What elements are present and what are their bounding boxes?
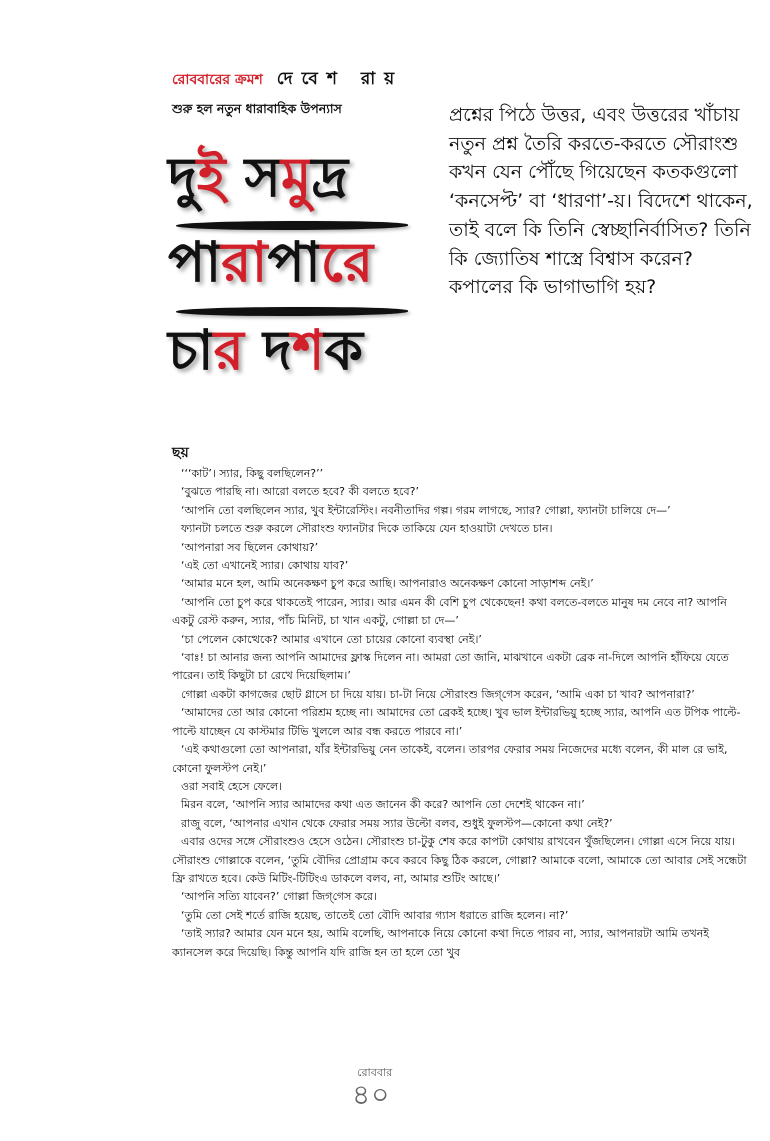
title-segment: দ [243, 318, 292, 382]
body-paragraph: ‘তাই স্যার? আমার যেন মনে হয়, আমি বলেছি, আপনাকে নিয়ে কোনো কথা দিতে পারব না, স্যার, আপনারটা আমি তখনই ক্যানসেল করে দিয়েছি। কিন্তু আপনি যদি রাজি হন তা হলে তো খুব [172, 927, 709, 959]
title-segment: শ [291, 318, 325, 382]
body-paragraph: ‘এই কথাগুলো তো আপনারা, যাঁর ইন্টারভিয়ু নেন তাকেই, বলেন। তারপর ফেরার সময় নিজেদের মধ্যে বলেন, কী মাল রে ভাই, কোনো ফুলস্টপ নেই।’ [172, 743, 728, 775]
title-segment: স [225, 145, 281, 209]
body-paragraph: এবার ওদের সঙ্গে সৌরাংশুও হেসে ওঠেন। সৌরাংশু চা-টুকু শেষ করে কাপটা কোথায় রাখবেন খুঁজছিলেন। গোল্লা এসে নিয়ে যায়। সৌরাংশু গোল্লাকে বলেন, ‘তুমি বৌদির প্রোগ্রাম কবে করবে কিছু ঠিক করলে, গোল্লা? আমাকে বলো, আমাকে তো আবার সেই সন্ধেটা ফ্রি রাখতে হবে। কেউ মিটিং-টিটিংএ ডাকলে বলব, না, আমার শুটিং আছে।’ [172, 835, 747, 885]
body-paragraph: গোল্লা একটা কাগজের ছোট গ্লাসে চা দিয়ে যায়। চা-টা নিয়ে সৌরাংশু জিগ্‌গেস করেন, ‘আমি একা চা খাব? আপনারা?’ [181, 687, 695, 701]
title-line-2 [168, 232, 373, 292]
blurb-text: প্রশ্নের পিঠে উত্তর, এবং উত্তরের খাঁচায় নতুন প্রশ্ন তৈরি করতে-করতে সৌরাংশু কখন যেন পৌঁছে গিয়েছেন কতকগুলো ‘কনসেপ্ট’ বা ‘ধারণা’-য়। বিদেশে থাকেন, তাই বলে কি তিনি স্বেচ্ছানির্বাসিত? তিনি কি জ্যোতিষ শাস্ত্রে বিশ্বাস করেন? কপালের কি ভাগাভাগি হয়? [449, 104, 753, 299]
brush-stroke-divider [176, 221, 408, 230]
page-number: ৪০ [352, 1078, 391, 1111]
footer-magazine-label: রোববার [357, 1066, 393, 1079]
body-paragraph: ফ্যানটা চলতে শুরু করলে সৌরাংশু ফ্যানটার দিকে তাকিয়ে যেন হাওয়াটা দেখতে চান। [181, 522, 553, 536]
title-segment: দু [168, 145, 197, 209]
author-name: দেবেশ রায় [276, 69, 404, 89]
body-paragraph: ‘আপনি সত্যি যাবেন?’ গোল্লা জিগ্‌গেস করে। [181, 890, 377, 904]
title-segment: রা [221, 230, 268, 294]
body-paragraph: ‘আপনারা সব ছিলেন কোথায়?’ [181, 540, 319, 554]
title-segment: ই [196, 145, 226, 209]
chapter-heading: ছয় [172, 445, 189, 461]
body-paragraph: ‘‘‘কাট’। স্যার, কিছু বলছিলেন?’’ [181, 467, 324, 480]
brush-stroke-divider [176, 307, 408, 316]
title-segment: পা [168, 230, 222, 294]
title-segment: দ্র [311, 145, 349, 209]
header [172, 66, 403, 94]
body-paragraph: ‘এই তো এখানেই স্যার। কোথায় যাব?’ [181, 559, 349, 573]
body-paragraph: ‘বুঝতে পারছি না। আরো বলতে হবে? কী বলতে হবে?’ [181, 485, 419, 499]
title-segment: রে [320, 230, 374, 294]
body-paragraph: ‘চা পেলেন কোত্থেকে? আমার এখানে তো চায়ের কোনো ব্যবস্থা নেই।’ [181, 632, 482, 646]
title-line-3 [168, 320, 363, 380]
body-paragraph: ‘আপনি তো বলছিলেন স্যার, খুব ইন্টারেস্টিং। নবনীতাদির গল্প। গরম লাগছে, স্যার? গোল্লা, ফ্যানটা চালিয়ে দে—’ [181, 503, 671, 517]
body-paragraph: ‘আপনি তো চুপ করে থাকতেই পারেন, স্যার। আর এমন কী বেশি চুপ থেকেছেন! কথা বলতে-বলতে মানুষ দম নেবে না? আপনি একটু রেস্ট করুন, স্যার, পাঁচ মিনিট, চা খান একটু, গোল্লা চা দে—’ [172, 595, 727, 628]
title-segment: র [213, 318, 244, 382]
body-paragraph: রাজু বলে, ‘আপনার এখান থেকে ফেরার সময় স্যার উল্টো বলব, শুধুই ফুলস্টপ—কোনো কথা নেই?’ [181, 816, 613, 830]
body-paragraph: ‘তুমি তো সেই শর্তে রাজি হয়েছ, তাতেই তো বৌদি আবার গ্যাস ধরাতে রাজি হলেন। না?’ [181, 908, 569, 922]
body-paragraph: ‘আমাদের তো আর কোনো পরিশ্রম হচ্ছে না। আমাদের তো ব্রেকই হচ্ছে। খুব ভাল ইন্টারভিয়ু হচ্ছে স্যার, আপনি এত টপিক পাল্টে-পাল্টে যাচ্ছেন যে কাস্টমার টিভি খুললে আর বন্ধ করতে পারবে না।’ [172, 706, 741, 738]
title-segment: মু [281, 145, 312, 209]
kicker-text: শুরু হল নতুন ধারাবাহিক উপন্যাস [172, 101, 342, 116]
series-label: রোববারের ক্রমশ [172, 72, 263, 88]
body-paragraph: মিরন বলে, ‘আপনি স্যার আমাদের কথা এত জানেন কী করে? আপনি তো দেশেই থাকেন না।’ [181, 798, 585, 812]
article-body [172, 465, 747, 962]
title-segment: ক [324, 318, 363, 382]
body-paragraph: ওরা সবাই হেসে ফেলে। [181, 779, 283, 793]
body-paragraph: ‘বাঃ! চা আনার জন্য আপনি আমাদের ফ্লাস্ক দিলেন না। আমরা তো জানি, মাঝখানে একটা ব্রেক না-দিলে আপনি হাঁফিয়ে যেতে পারেন। তাই কিছুটা চা রেখে দিয়েছিলাম।’ [172, 651, 729, 683]
title-line-1 [168, 147, 348, 207]
body-paragraph: ‘আমার মনে হল, আমি অনেকক্ষণ চুপ করে আছি। আপনারাও অনেকক্ষণ কোনো সাড়াশব্দ নেই।’ [181, 577, 594, 591]
title-segment: চা [168, 318, 214, 382]
title-segment: পা [267, 230, 321, 294]
